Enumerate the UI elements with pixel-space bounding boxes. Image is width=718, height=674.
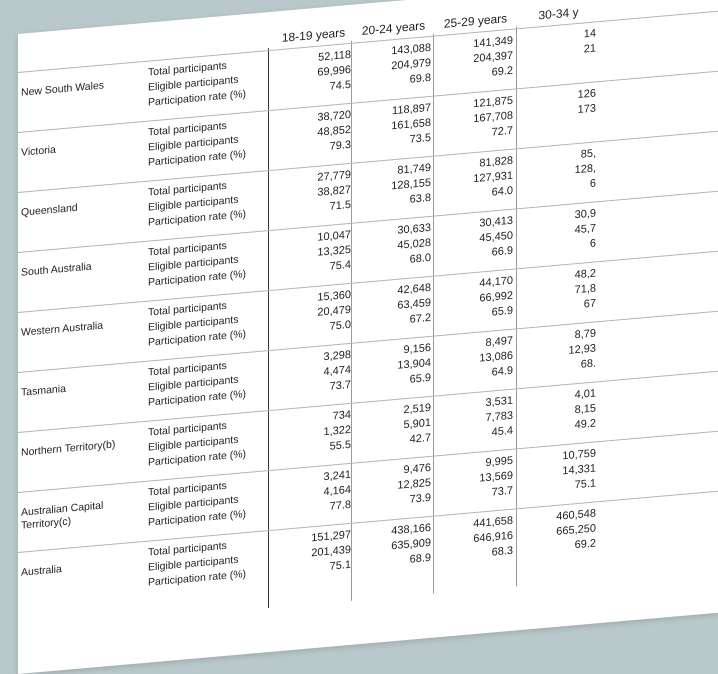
value-column bbox=[276, 468, 351, 520]
cell-value: 4,474 bbox=[323, 363, 351, 379]
row-label: Participation rate (%) bbox=[148, 508, 247, 529]
cell-value: 68.0 bbox=[409, 251, 431, 266]
row-label: Total participants bbox=[148, 119, 227, 139]
cell-value: 69,996 bbox=[317, 63, 351, 79]
row-labels bbox=[148, 296, 258, 351]
cell-value: 13,904 bbox=[397, 356, 431, 372]
value-column bbox=[521, 386, 596, 438]
column-header: 30-34 y bbox=[538, 4, 579, 23]
row-label: Total participants bbox=[148, 299, 227, 319]
cell-value: 73.9 bbox=[409, 491, 431, 506]
value-column bbox=[521, 146, 596, 198]
cell-value: 128,155 bbox=[391, 176, 431, 193]
value-column bbox=[276, 108, 351, 160]
value-column bbox=[356, 101, 431, 153]
value-column bbox=[438, 274, 513, 326]
row-label: Total participants bbox=[148, 539, 227, 559]
value-column bbox=[276, 528, 351, 580]
cell-value: 2,519 bbox=[403, 401, 431, 417]
cell-value: 65.9 bbox=[409, 371, 431, 386]
cell-value: 75.0 bbox=[329, 318, 351, 333]
row-labels bbox=[148, 236, 258, 291]
cell-value: 63.8 bbox=[409, 191, 431, 206]
value-column bbox=[438, 214, 513, 266]
row-label: Participation rate (%) bbox=[148, 388, 247, 409]
cell-value: 38,720 bbox=[317, 108, 351, 124]
row-labels bbox=[148, 176, 258, 231]
cell-value: 13,569 bbox=[479, 469, 513, 485]
value-column bbox=[521, 326, 596, 378]
cell-value: 126 bbox=[577, 87, 596, 102]
cell-value: 65.9 bbox=[491, 304, 513, 319]
cell-value: 5,901 bbox=[403, 416, 431, 432]
row-label: Total participants bbox=[148, 179, 227, 199]
cell-value: 15,360 bbox=[317, 288, 351, 304]
state-name: Northern Territory(b) bbox=[21, 438, 116, 459]
cell-value: 71.5 bbox=[329, 198, 351, 213]
cell-value: 4,01 bbox=[574, 387, 596, 402]
row-label: Eligible participants bbox=[148, 313, 239, 334]
value-column bbox=[356, 161, 431, 213]
cell-value: 42,648 bbox=[397, 281, 431, 297]
value-column bbox=[356, 521, 431, 573]
cell-value: 12,93 bbox=[568, 342, 596, 357]
cell-value: 161,658 bbox=[391, 116, 431, 133]
value-column bbox=[521, 86, 596, 138]
cell-value: 3,531 bbox=[485, 394, 513, 410]
state-name: Victoria bbox=[21, 143, 56, 159]
row-labels bbox=[148, 416, 258, 471]
cell-value: 20,479 bbox=[317, 303, 351, 319]
cell-value: 71,8 bbox=[574, 282, 596, 297]
cell-value: 6 bbox=[589, 237, 596, 250]
cell-value: 67 bbox=[583, 297, 596, 311]
value-column bbox=[438, 94, 513, 146]
row-label: Total participants bbox=[148, 479, 227, 499]
cell-value: 12,825 bbox=[397, 476, 431, 492]
value-column bbox=[276, 408, 351, 460]
value-column bbox=[521, 26, 596, 78]
cell-value: 7,783 bbox=[485, 409, 513, 425]
row-label: Total participants bbox=[148, 359, 227, 379]
cell-value: 665,250 bbox=[556, 522, 596, 538]
cell-value: 13,325 bbox=[317, 243, 351, 259]
row-label: Participation rate (%) bbox=[148, 208, 247, 229]
cell-value: 734 bbox=[332, 408, 351, 423]
cell-value: 69.2 bbox=[491, 64, 513, 79]
cell-value: 68. bbox=[580, 357, 596, 371]
cell-value: 45,028 bbox=[397, 236, 431, 252]
cell-value: 8,497 bbox=[485, 334, 513, 350]
cell-value: 127,931 bbox=[473, 169, 513, 186]
column-header: 18-19 years bbox=[281, 25, 346, 45]
cell-value: 66,992 bbox=[479, 289, 513, 305]
cell-value: 48,2 bbox=[574, 267, 596, 282]
cell-value: 30,413 bbox=[479, 214, 513, 230]
cell-value: 3,298 bbox=[323, 348, 351, 364]
document-sheet bbox=[18, 0, 718, 674]
cell-value: 27,779 bbox=[317, 168, 351, 184]
value-column bbox=[438, 154, 513, 206]
row-labels bbox=[148, 476, 258, 531]
cell-value: 81,828 bbox=[479, 154, 513, 170]
cell-value: 38,827 bbox=[317, 183, 351, 199]
cell-value: 45,450 bbox=[479, 229, 513, 245]
state-name: Australian Capital Territory(c) bbox=[21, 499, 104, 532]
cell-value: 64.9 bbox=[491, 364, 513, 379]
cell-value: 128, bbox=[574, 162, 596, 177]
cell-value: 75.4 bbox=[329, 258, 351, 273]
value-column bbox=[276, 168, 351, 220]
value-column bbox=[438, 34, 513, 86]
cell-value: 9,156 bbox=[403, 341, 431, 357]
cell-value: 68.9 bbox=[409, 551, 431, 566]
row-label: Eligible participants bbox=[148, 193, 239, 214]
row-label: Participation rate (%) bbox=[148, 568, 247, 589]
cell-value: 13,086 bbox=[479, 349, 513, 365]
row-label: Participation rate (%) bbox=[148, 328, 247, 349]
cell-value: 635,909 bbox=[391, 536, 431, 553]
cell-value: 204,979 bbox=[391, 56, 431, 73]
state-name: South Australia bbox=[21, 260, 92, 279]
value-column bbox=[356, 281, 431, 333]
cell-value: 10,047 bbox=[317, 228, 351, 244]
row-labels bbox=[148, 116, 258, 171]
cell-value: 438,166 bbox=[391, 521, 431, 538]
cell-value: 14 bbox=[583, 27, 596, 41]
cell-value: 72.7 bbox=[491, 124, 513, 139]
cell-value: 75.1 bbox=[574, 477, 596, 492]
cell-value: 30,633 bbox=[397, 221, 431, 237]
cell-value: 201,439 bbox=[311, 543, 351, 560]
row-label: Eligible participants bbox=[148, 373, 239, 394]
cell-value: 3,241 bbox=[323, 468, 351, 484]
cell-value: 64.0 bbox=[491, 184, 513, 199]
cell-value: 66.9 bbox=[491, 244, 513, 259]
value-column bbox=[276, 228, 351, 280]
cell-value: 67.2 bbox=[409, 311, 431, 326]
cell-value: 143,088 bbox=[391, 41, 431, 58]
value-column bbox=[521, 506, 596, 558]
cell-value: 55.5 bbox=[329, 438, 351, 453]
cell-value: 85, bbox=[580, 147, 596, 161]
row-label: Participation rate (%) bbox=[148, 268, 247, 289]
value-column bbox=[276, 48, 351, 100]
cell-value: 441,658 bbox=[473, 514, 513, 531]
value-column bbox=[521, 446, 596, 498]
row-label: Total participants bbox=[148, 239, 227, 259]
column-header: 25-29 years bbox=[443, 11, 508, 31]
participation-table bbox=[18, 0, 718, 589]
row-label: Total participants bbox=[148, 59, 227, 79]
cell-value: 44,170 bbox=[479, 274, 513, 290]
cell-value: 9,476 bbox=[403, 461, 431, 477]
cell-value: 118,897 bbox=[392, 101, 431, 118]
cell-value: 77.8 bbox=[329, 498, 351, 513]
row-label: Participation rate (%) bbox=[148, 448, 247, 469]
value-column bbox=[438, 514, 513, 566]
row-label: Eligible participants bbox=[148, 433, 239, 454]
cell-value: 121,875 bbox=[473, 94, 513, 111]
value-column bbox=[356, 401, 431, 453]
row-label: Participation rate (%) bbox=[148, 148, 247, 169]
row-label: Eligible participants bbox=[148, 493, 239, 514]
cell-value: 69.2 bbox=[574, 537, 596, 552]
value-column bbox=[438, 454, 513, 506]
cell-value: 49.2 bbox=[574, 417, 596, 432]
row-labels bbox=[148, 536, 258, 591]
cell-value: 73.7 bbox=[329, 378, 351, 393]
state-name: Western Australia bbox=[21, 319, 104, 339]
row-label: Eligible participants bbox=[148, 73, 239, 94]
value-column bbox=[438, 394, 513, 446]
cell-value: 63,459 bbox=[397, 296, 431, 312]
cell-value: 73.5 bbox=[409, 131, 431, 146]
cell-value: 6 bbox=[589, 177, 596, 190]
cell-value: 45,7 bbox=[574, 222, 596, 237]
state-name: Australia bbox=[21, 563, 62, 579]
value-column bbox=[438, 334, 513, 386]
row-labels bbox=[148, 356, 258, 411]
cell-value: 69.8 bbox=[409, 71, 431, 86]
state-name: New South Wales bbox=[21, 79, 105, 99]
cell-value: 45.4 bbox=[491, 424, 513, 439]
cell-value: 10,759 bbox=[562, 447, 596, 463]
value-column bbox=[356, 41, 431, 93]
column-header: 20-24 years bbox=[361, 18, 426, 38]
cell-value: 8,79 bbox=[574, 327, 596, 342]
row-label: Eligible participants bbox=[148, 253, 239, 274]
cell-value: 167,708 bbox=[473, 109, 513, 126]
cell-value: 141,349 bbox=[473, 34, 513, 51]
cell-value: 4,164 bbox=[323, 483, 351, 499]
cell-value: 74.5 bbox=[329, 78, 351, 93]
cell-value: 646,916 bbox=[473, 529, 513, 546]
cell-value: 42.7 bbox=[409, 431, 431, 446]
value-column bbox=[276, 288, 351, 340]
cell-value: 52,118 bbox=[318, 48, 351, 64]
value-column bbox=[356, 221, 431, 273]
cell-value: 30,9 bbox=[574, 207, 596, 222]
cell-value: 460,548 bbox=[556, 507, 596, 523]
value-column bbox=[521, 206, 596, 258]
value-column bbox=[276, 348, 351, 400]
cell-value: 68.3 bbox=[491, 544, 513, 559]
cell-value: 14,331 bbox=[562, 462, 596, 478]
cell-value: 81,749 bbox=[397, 161, 431, 177]
value-column bbox=[356, 341, 431, 393]
cell-value: 75.1 bbox=[329, 558, 351, 573]
cell-value: 204,397 bbox=[473, 49, 513, 66]
cell-value: 9,995 bbox=[485, 454, 513, 470]
row-labels bbox=[148, 56, 258, 111]
cell-value: 151,297 bbox=[311, 528, 351, 545]
value-column bbox=[521, 266, 596, 318]
cell-value: 21 bbox=[583, 42, 596, 56]
row-label: Total participants bbox=[148, 419, 227, 439]
cell-value: 73.7 bbox=[491, 484, 513, 499]
row-label: Eligible participants bbox=[148, 133, 239, 154]
cell-value: 8,15 bbox=[574, 402, 596, 417]
row-label: Eligible participants bbox=[148, 553, 239, 574]
cell-value: 48,852 bbox=[317, 123, 351, 139]
cell-value: 79.3 bbox=[329, 138, 351, 153]
value-column bbox=[356, 461, 431, 513]
state-name: Queensland bbox=[21, 201, 78, 219]
cell-value: 1,322 bbox=[323, 423, 351, 439]
cell-value: 173 bbox=[577, 102, 596, 117]
state-name: Tasmania bbox=[21, 382, 66, 399]
row-label: Participation rate (%) bbox=[148, 88, 247, 109]
